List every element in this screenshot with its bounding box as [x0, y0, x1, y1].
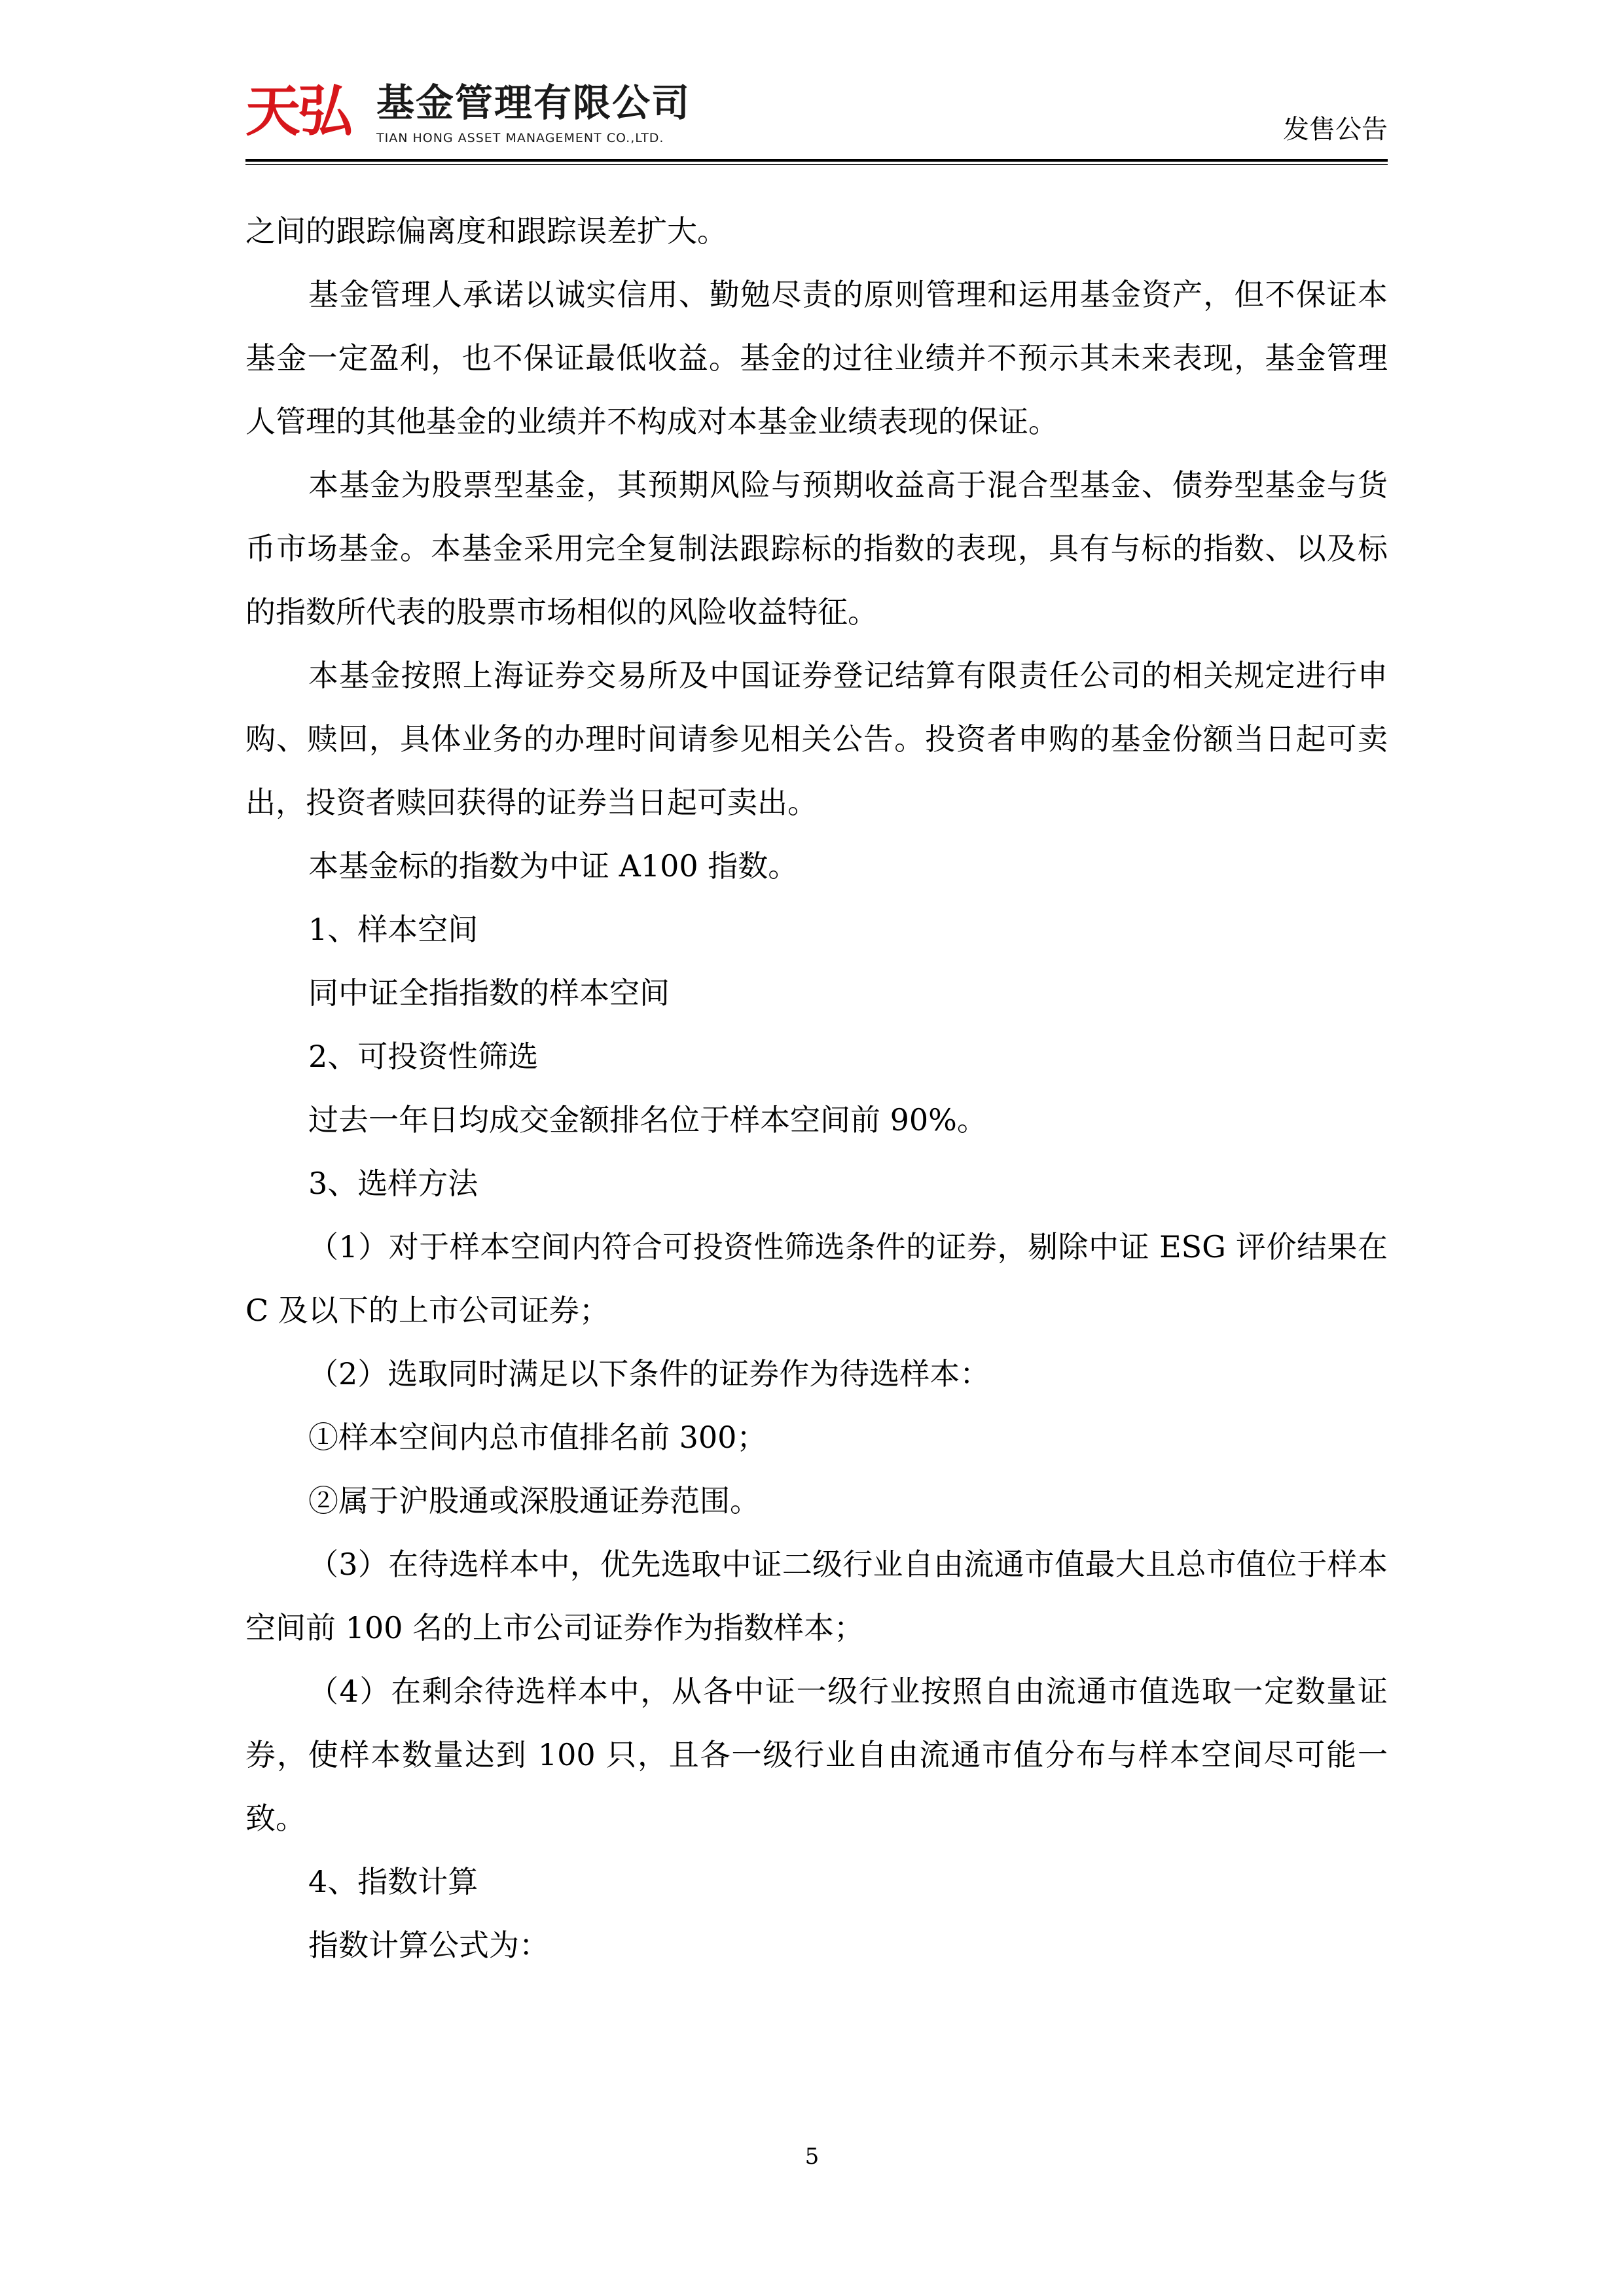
- document-type: 发售公告: [1283, 115, 1388, 145]
- paragraph: 基金管理人承诺以诚实信用、勤勉尽责的原则管理和运用基金资产，但不保证本基金一定盈利，也不保证最低收益。基金的过往业绩并不预示其未来表现，基金管理人管理的其他基金的业绩并不构成对本基金业绩表现的保证。: [245, 277, 1388, 439]
- paragraph: 本基金按照上海证券交易所及中国证券登记结算有限责任公司的相关规定进行申购、赎回，具体业务的办理时间请参见相关公告。投资者申购的基金份额当日起可卖出，投资者赎回获得的证券当日起可卖出。: [245, 658, 1388, 820]
- page-header: [245, 79, 1388, 157]
- paragraph-continuation: 之间的跟踪偏离度和跟踪误差扩大。: [245, 213, 727, 249]
- section-heading: 4、指数计算: [308, 1864, 478, 1899]
- section-heading: 2、可投资性筛选: [308, 1039, 539, 1074]
- paragraph: 指数计算公式为：: [308, 1928, 549, 1963]
- header-rule-thin: [245, 164, 1388, 165]
- company-name-cn: 基金管理有限公司: [376, 81, 691, 125]
- list-item: （3）在待选样本中，优先选取中证二级行业自由流通市值最大且总市值位于样本空间前 100 名的上市公司证券作为指数样本；: [245, 1547, 1388, 1645]
- list-item: ②属于沪股通或深股通证券范围。: [308, 1483, 760, 1518]
- document-body: [245, 200, 1388, 1977]
- list-item: （4）在剩余待选样本中，从各中证一级行业按照自由流通市值选取一定数量证券，使样本数量达到 100 只，且各一级行业自由流通市值分布与样本空间尽可能一致。: [245, 1674, 1388, 1836]
- paragraph: 本基金为股票型基金，其预期风险与预期收益高于混合型基金、债券型基金与货币市场基金。本基金采用完全复制法跟踪标的指数的表现，具有与标的指数、以及标的指数所代表的股票市场相似的风险收益特征。: [245, 467, 1388, 630]
- paragraph: 同中证全指指数的样本空间: [308, 975, 670, 1011]
- list-item: （1）对于样本空间内符合可投资性筛选条件的证券，剔除中证 ESG 评价结果在 C 及以下的上市公司证券；: [245, 1229, 1388, 1328]
- logo-mark: 天弘: [245, 79, 351, 143]
- list-item: （2）选取同时满足以下条件的证券作为待选样本：: [308, 1356, 990, 1391]
- section-heading: 1、样本空间: [308, 912, 478, 947]
- paragraph: 本基金标的指数为中证 A100 指数。: [308, 848, 799, 884]
- section-heading: 3、选样方法: [308, 1166, 478, 1201]
- company-logo: [245, 79, 900, 151]
- list-item: ①样本空间内总市值排名前 300；: [308, 1420, 767, 1455]
- header-rule-thick: [245, 159, 1388, 162]
- page-number: 5: [804, 2144, 820, 2170]
- paragraph: 过去一年日均成交金额排名位于样本空间前 90%。: [308, 1102, 987, 1138]
- company-name-en: TIAN HONG ASSET MANAGEMENT CO.,LTD.: [376, 131, 664, 145]
